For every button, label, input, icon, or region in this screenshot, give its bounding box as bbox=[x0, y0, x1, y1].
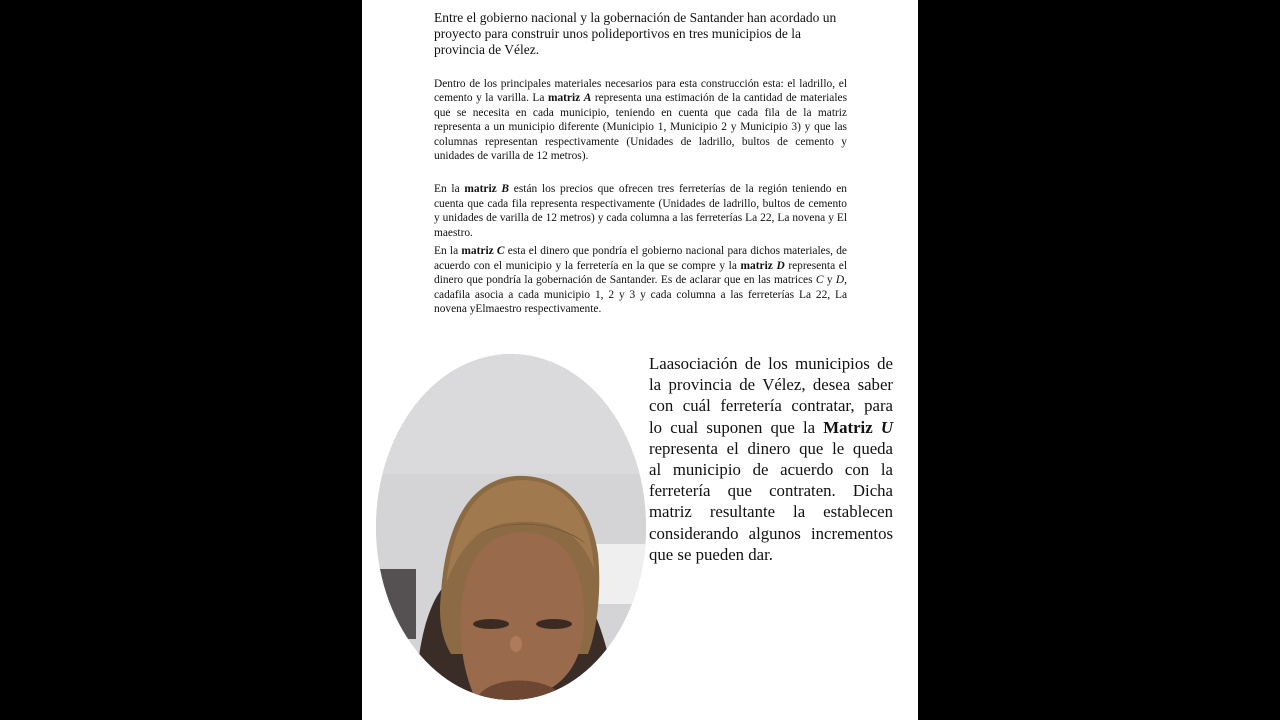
money-paragraph bbox=[434, 244, 847, 317]
matrix-c-symbol: C bbox=[496, 245, 505, 257]
association-line-7: ferretería que contraten. Dicha bbox=[649, 481, 893, 501]
matrix-a-word: matriz bbox=[547, 92, 584, 105]
association-line-8: matriz resultante la establecen bbox=[649, 502, 893, 522]
document-page bbox=[362, 0, 918, 720]
association-line-5: representa el dinero que le queda bbox=[649, 438, 893, 458]
association-line-2: la provincia de Vélez, desea saber bbox=[649, 375, 893, 395]
money-text-5: , cadafila asocia a cada municipio 1, 2 y 3 y cada columna a las ferreterías La 22, La novena yElmaestro respectivamente. bbox=[434, 274, 847, 316]
materials-text-1: Dentro de los principales materiales necesarios para esta construcción esta: el ladrillo, el cemento y la varilla. La bbox=[434, 78, 847, 105]
association-line-4 bbox=[649, 417, 893, 438]
webcam-image bbox=[376, 354, 646, 700]
matrix-c-word: matriz bbox=[461, 245, 497, 257]
association-paragraph bbox=[649, 353, 893, 565]
association-line-1: Laasociación de los municipios de bbox=[649, 354, 893, 373]
money-text-3: representa el dinero que pondría la gobernación de Santander. Es de aclarar que en las matrices bbox=[434, 259, 847, 287]
matrix-d-word: matriz bbox=[740, 259, 777, 272]
matrix-c-ref: C bbox=[815, 274, 824, 287]
association-line-10: que se pueden dar. bbox=[649, 544, 773, 564]
association-line-6: al municipio de acuerdo con la bbox=[649, 460, 893, 480]
matrix-b-word: matriz bbox=[464, 183, 502, 195]
prices-paragraph bbox=[434, 182, 847, 240]
money-text-4: y bbox=[823, 274, 836, 287]
association-line-3: con cuál ferretería contratar, para bbox=[649, 396, 893, 416]
webcam-overlay bbox=[376, 354, 646, 700]
matrix-b-symbol: B bbox=[501, 183, 510, 195]
matrix-u-word: Matriz bbox=[823, 417, 881, 437]
money-text-1: En la bbox=[434, 245, 462, 257]
prices-text-2: están los precios que ofrecen tres ferreterías de la región teniendo en cuenta que cada fila representa respectivamente (Unidades de ladrillo, bultos de cemento y unidades de varilla de 12 metros) y cada columna a las ferreterías La 22, La novena y El maestro. bbox=[434, 183, 847, 239]
intro-paragraph bbox=[434, 10, 844, 58]
matrix-u-symbol: U bbox=[880, 417, 893, 437]
matrix-d-ref: D bbox=[835, 274, 845, 287]
association-line-9: considerando algunos incrementos bbox=[649, 523, 893, 543]
association-line-4-text: lo cual suponen que la bbox=[649, 417, 824, 437]
money-text-2: esta el dinero que pondría el gobierno nacional para dichos materiales, de acuerdo con el municipio y la ferretería en la que se compre y la bbox=[434, 245, 847, 272]
materials-paragraph bbox=[434, 77, 847, 163]
materials-text-2: representa una estimación de la cantidad de materiales que se necesita en cada municipio, teniendo en cuenta que cada fila de la matriz representa a un municipio diferente (Municipio 1, Municipio 2 y Municipio 3) y que las columnas representan respectivamente (Unidades de ladrillo, bultos de cemento y unidades de varilla de 12 metros). bbox=[434, 92, 848, 163]
intro-text: Entre el gobierno nacional y la gobernación de Santander han acordado un proyecto para construir unos polideportivos en tres municipios de la provincia de Vélez. bbox=[434, 10, 837, 57]
matrix-d-symbol: D bbox=[776, 259, 785, 272]
matrix-a-symbol: A bbox=[583, 92, 592, 105]
prices-text-1: En la bbox=[434, 183, 465, 195]
